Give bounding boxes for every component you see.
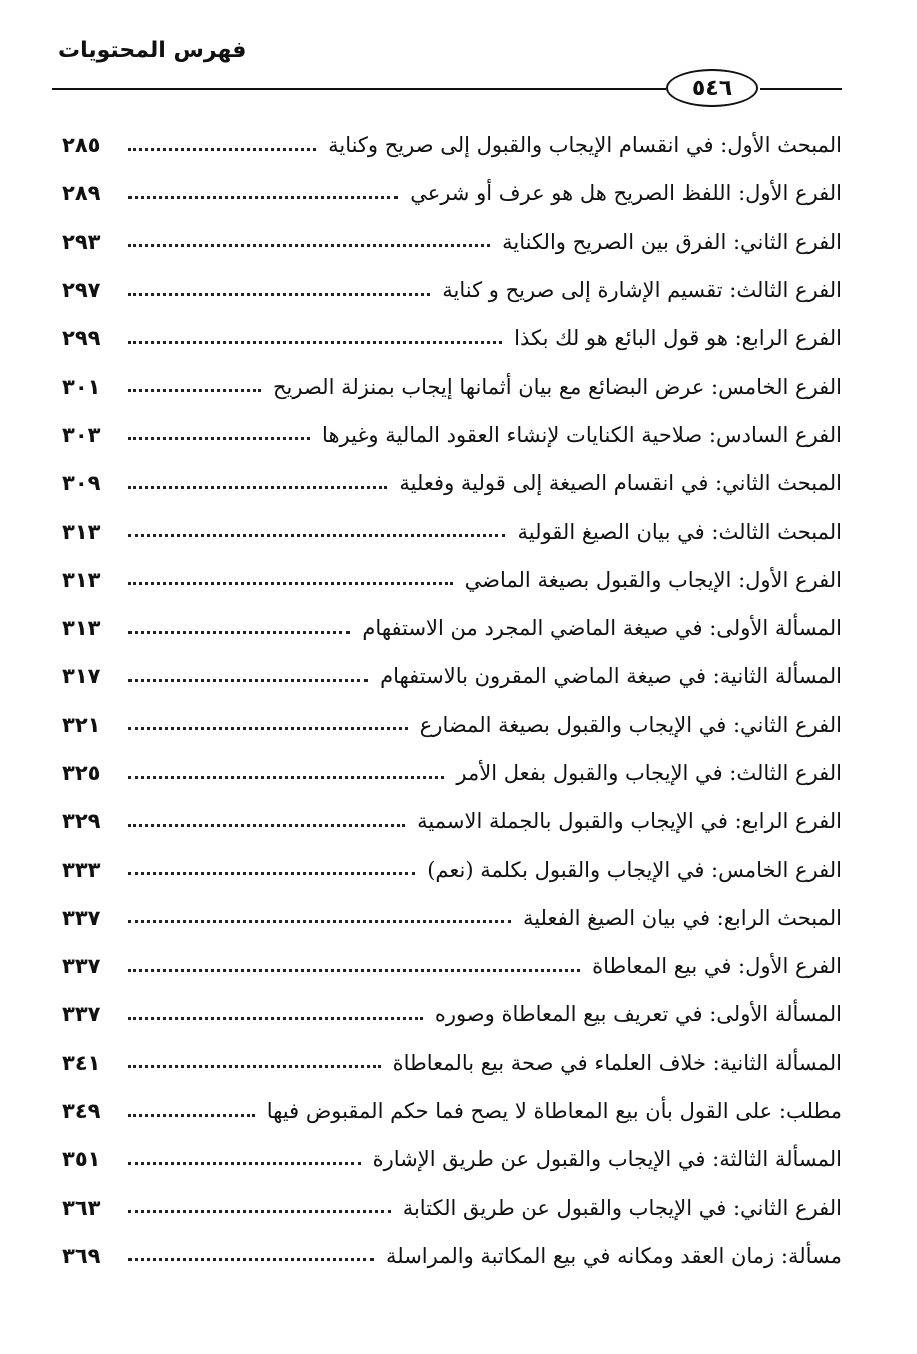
dot-leader — [128, 824, 405, 827]
dot-leader — [128, 631, 350, 634]
toc-entry — [62, 1184, 842, 1232]
toc-entry-title: المسألة الثانية: خلاف العلماء في صحة بيع بالمعاطاة — [392, 1050, 842, 1075]
dot-leader — [128, 196, 398, 199]
toc-entry-page-number: ٣٠٩ — [62, 471, 101, 496]
page-number: ٥٤٦ — [666, 69, 758, 107]
toc-entry-title: الفرع الخامس: عرض البضائع مع بيان أثمانها إيجاب بمنزلة الصريح — [272, 374, 842, 399]
toc-entry-title: الفرع الأول: في بيع المعاطاة — [592, 954, 842, 979]
toc-entry-title: الفرع الثاني: في الإيجاب والقبول بصيغة المضارع — [419, 712, 842, 737]
dot-leader — [128, 1065, 381, 1068]
toc-entry-page-number: ٣٦٣ — [62, 1195, 101, 1220]
toc-entry-page-number: ٣٣٧ — [62, 954, 101, 979]
toc-entry — [62, 1135, 842, 1183]
toc-entry — [62, 314, 842, 362]
toc-entry-page-number: ٢٩٩ — [62, 326, 101, 351]
toc-entry-page-number: ٣٣٣ — [62, 857, 101, 882]
toc-entry-title: المسألة الثالثة: في الإيجاب والقبول عن طريق الإشارة — [372, 1147, 842, 1172]
toc-entry-page-number: ٣٠١ — [62, 374, 101, 399]
toc-entry-title: الفرع الرابع: في الإيجاب والقبول بالجملة الاسمية — [417, 809, 842, 834]
toc-entry — [62, 459, 842, 507]
toc-entry-page-number: ٣٢١ — [62, 712, 101, 737]
dot-leader — [128, 776, 444, 779]
toc-entry-title: المبحث الرابع: في بيان الصيغ الفعلية — [522, 905, 842, 930]
toc-entry — [62, 701, 842, 749]
toc-entry-page-number: ٢٨٩ — [62, 181, 101, 206]
dot-leader — [128, 727, 408, 730]
dot-leader — [128, 1162, 361, 1165]
toc-entry — [62, 749, 842, 797]
toc-entry — [62, 990, 842, 1038]
running-title: فهرس المحتويات — [58, 38, 247, 63]
toc-entry-page-number: ٣٠٣ — [62, 422, 101, 447]
toc-entry-title: المسألة الثانية: في صيغة الماضي المقرون بالاستفهام — [380, 664, 842, 689]
toc-entry — [62, 362, 842, 410]
dot-leader — [128, 969, 580, 972]
dot-leader — [128, 244, 490, 247]
toc-entry-page-number: ٣٤٩ — [62, 1099, 101, 1124]
toc-entry — [62, 604, 842, 652]
dot-leader — [128, 437, 310, 440]
toc-entry — [62, 652, 842, 700]
toc-entry-title: مطلب: على القول بأن بيع المعاطاة لا يصح فما حكم المقبوض فيها — [266, 1099, 842, 1124]
dot-leader — [128, 389, 261, 392]
toc-entry-page-number: ٣٢٩ — [62, 809, 101, 834]
toc-entry-title: المسألة الأولى: في صيغة الماضي المجرد من الاستفهام — [362, 616, 842, 641]
toc-entry-title: الفرع الأول: الإيجاب والقبول بصيغة الماضي — [464, 567, 842, 592]
toc-entry-page-number: ٣١٣ — [62, 519, 101, 544]
toc-entry — [62, 218, 842, 266]
toc-entry-page-number: ٣١٣ — [62, 616, 101, 641]
toc-entry-title: المسألة الأولى: في تعريف بيع المعاطاة وصوره — [434, 1002, 842, 1027]
toc-entry-title: الفرع الثاني: الفرق بين الصريح والكناية — [502, 229, 842, 254]
dot-leader — [128, 1258, 374, 1261]
toc-entry-page-number: ٣١٧ — [62, 664, 101, 689]
dot-leader — [128, 293, 430, 296]
toc-entry-title: الفرع الرابع: هو قول البائع هو لك بكذا — [514, 326, 842, 351]
toc-entry-title: الفرع الثاني: في الإيجاب والقبول عن طريق الكتابة — [402, 1195, 842, 1220]
toc-entry — [62, 411, 842, 459]
toc-entry — [62, 556, 842, 604]
toc-entry — [62, 942, 842, 990]
toc-entry-page-number: ٣٣٧ — [62, 905, 101, 930]
dot-leader — [128, 679, 368, 682]
toc-entry — [62, 507, 842, 555]
toc-entry-page-number: ٣٦٩ — [62, 1243, 101, 1268]
toc-entry-title: مسألة: زمان العقد ومكانه في بيع المكاتبة والمراسلة — [385, 1243, 842, 1268]
toc-entry — [62, 1039, 842, 1087]
dot-leader — [128, 341, 502, 344]
toc-entry-page-number: ٢٩٧ — [62, 278, 101, 303]
toc-entry-title: الفرع الثالث: تقسيم الإشارة إلى صريح و كناية — [442, 278, 842, 303]
dot-leader — [128, 534, 505, 537]
dot-leader — [128, 920, 511, 923]
dot-leader — [128, 486, 387, 489]
toc-entry-title: الفرع السادس: صلاحية الكنايات لإنشاء العقود المالية وغيرها — [322, 422, 842, 447]
header-rule-left — [52, 88, 666, 90]
toc-entry-page-number: ٣١٣ — [62, 567, 101, 592]
toc-entry-page-number: ٢٨٥ — [62, 133, 101, 158]
toc-entry — [62, 121, 842, 169]
toc-entry-title: المبحث الثالث: في بيان الصيغ القولية — [517, 519, 842, 544]
dot-leader — [128, 582, 453, 585]
toc-entry-title: المبحث الثاني: في انقسام الصيغة إلى قولية وفعلية — [399, 471, 842, 496]
toc-entry-page-number: ٣٢٥ — [62, 761, 101, 785]
dot-leader — [128, 1210, 391, 1213]
toc-entry — [62, 169, 842, 217]
dot-leader — [128, 1114, 255, 1117]
dot-leader — [128, 872, 415, 875]
toc-entry — [62, 266, 842, 314]
toc-entry — [62, 1087, 842, 1135]
toc-entry-title: الفرع الثالث: في الإيجاب والقبول بفعل الأمر — [456, 761, 842, 785]
table-of-contents — [62, 121, 842, 1280]
dot-leader — [128, 148, 316, 151]
toc-entry-page-number: ٣٥١ — [62, 1147, 101, 1172]
toc-entry-page-number: ٣٤١ — [62, 1050, 101, 1075]
toc-entry-title: المبحث الأول: في انقسام الإيجاب والقبول إلى صريح وكناية — [328, 133, 842, 158]
toc-entry-page-number: ٢٩٣ — [62, 229, 101, 254]
toc-entry-page-number: ٣٣٧ — [62, 1002, 101, 1027]
toc-entry-title: الفرع الأول: اللفظ الصريح هل هو عرف أو شرعي — [410, 181, 842, 206]
toc-entry — [62, 845, 842, 893]
header-rule-right — [760, 88, 842, 90]
toc-entry — [62, 1232, 842, 1280]
toc-entry — [62, 797, 842, 845]
dot-leader — [128, 1017, 423, 1020]
toc-entry-title: الفرع الخامس: في الإيجاب والقبول بكلمة (نعم) — [427, 857, 842, 882]
toc-entry — [62, 894, 842, 942]
